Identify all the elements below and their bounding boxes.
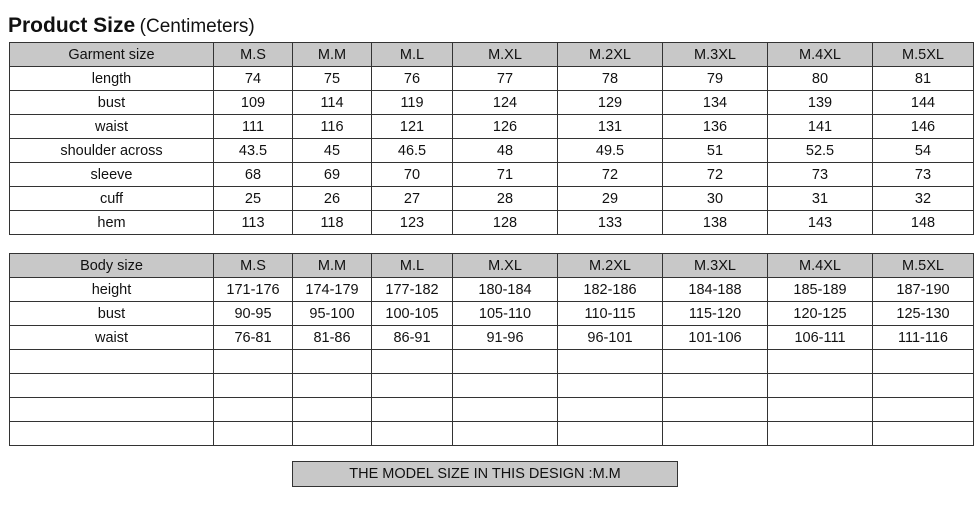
table-cell xyxy=(768,374,873,398)
table-cell: 54 xyxy=(873,139,974,163)
table-cell: 105-110 xyxy=(453,302,558,326)
table-cell: 79 xyxy=(663,67,768,91)
body-header-cell: M.3XL xyxy=(663,254,768,278)
table-cell: 141 xyxy=(768,115,873,139)
body-header-cell: M.4XL xyxy=(768,254,873,278)
body-size-table xyxy=(9,253,974,446)
table-cell xyxy=(453,350,558,374)
table-cell: 76-81 xyxy=(214,326,293,350)
table-cell: 184-188 xyxy=(663,278,768,302)
table-cell: 26 xyxy=(293,187,372,211)
table-cell: 143 xyxy=(768,211,873,235)
garment-header-cell: M.3XL xyxy=(663,43,768,67)
garment-header-cell: M.2XL xyxy=(558,43,663,67)
table-cell xyxy=(663,398,768,422)
garment-header-row xyxy=(10,43,974,67)
table-cell: 70 xyxy=(372,163,453,187)
table-cell: 72 xyxy=(663,163,768,187)
garment-header-cell: M.XL xyxy=(453,43,558,67)
table-cell: 118 xyxy=(293,211,372,235)
table-cell xyxy=(558,374,663,398)
table-cell: 72 xyxy=(558,163,663,187)
table-cell: 30 xyxy=(663,187,768,211)
table-cell: 81-86 xyxy=(293,326,372,350)
table-cell xyxy=(293,422,372,446)
table-cell: 171-176 xyxy=(214,278,293,302)
table-cell: 148 xyxy=(873,211,974,235)
table-cell: 134 xyxy=(663,91,768,115)
table-cell: 144 xyxy=(873,91,974,115)
table-cell xyxy=(873,398,974,422)
garment-header-cell: Garment size xyxy=(10,43,214,67)
table-cell xyxy=(663,422,768,446)
table-cell: height xyxy=(10,278,214,302)
table-cell: 101-106 xyxy=(663,326,768,350)
table-cell: 174-179 xyxy=(293,278,372,302)
table-cell: 139 xyxy=(768,91,873,115)
garment-header-cell: M.L xyxy=(372,43,453,67)
table-cell: 125-130 xyxy=(873,302,974,326)
body-header-cell: M.2XL xyxy=(558,254,663,278)
table-cell xyxy=(372,350,453,374)
table-cell: 78 xyxy=(558,67,663,91)
table-cell xyxy=(10,374,214,398)
table-cell xyxy=(293,350,372,374)
table-cell xyxy=(768,422,873,446)
table-cell: 25 xyxy=(214,187,293,211)
table-cell xyxy=(372,422,453,446)
table-cell: 46.5 xyxy=(372,139,453,163)
body-header-cell: M.S xyxy=(214,254,293,278)
table-row xyxy=(10,350,974,374)
title-unit: (Centimeters) xyxy=(139,16,255,37)
table-row xyxy=(10,115,974,139)
table-cell: bust xyxy=(10,91,214,115)
table-cell: 76 xyxy=(372,67,453,91)
table-cell: 32 xyxy=(873,187,974,211)
table-cell xyxy=(873,422,974,446)
table-cell: sleeve xyxy=(10,163,214,187)
garment-size-table xyxy=(9,42,974,235)
table-cell xyxy=(372,398,453,422)
table-cell: 114 xyxy=(293,91,372,115)
body-header-cell: M.L xyxy=(372,254,453,278)
table-cell xyxy=(453,422,558,446)
table-cell xyxy=(214,398,293,422)
table-row xyxy=(10,139,974,163)
table-cell: 129 xyxy=(558,91,663,115)
table-row xyxy=(10,211,974,235)
table-row xyxy=(10,163,974,187)
title-main: Product Size xyxy=(8,14,136,37)
table-cell xyxy=(214,350,293,374)
table-cell: waist xyxy=(10,115,214,139)
body-header-cell: Body size xyxy=(10,254,214,278)
table-cell: 115-120 xyxy=(663,302,768,326)
table-cell: bust xyxy=(10,302,214,326)
table-cell: 86-91 xyxy=(372,326,453,350)
table-cell xyxy=(558,422,663,446)
garment-header-cell: M.5XL xyxy=(873,43,974,67)
table-cell: 80 xyxy=(768,67,873,91)
table-row xyxy=(10,374,974,398)
table-row xyxy=(10,398,974,422)
table-cell: 29 xyxy=(558,187,663,211)
table-cell: 28 xyxy=(453,187,558,211)
table-cell xyxy=(453,374,558,398)
table-cell: 138 xyxy=(663,211,768,235)
table-row xyxy=(10,91,974,115)
table-cell: 111 xyxy=(214,115,293,139)
table-cell: length xyxy=(10,67,214,91)
table-cell: shoulder across xyxy=(10,139,214,163)
table-cell xyxy=(10,350,214,374)
table-row xyxy=(10,67,974,91)
table-cell: 81 xyxy=(873,67,974,91)
table-cell: 74 xyxy=(214,67,293,91)
body-header-cell: M.M xyxy=(293,254,372,278)
table-cell xyxy=(558,398,663,422)
table-row xyxy=(10,422,974,446)
table-cell: 185-189 xyxy=(768,278,873,302)
table-cell: 49.5 xyxy=(558,139,663,163)
body-header-cell: M.XL xyxy=(453,254,558,278)
table-cell: 121 xyxy=(372,115,453,139)
table-cell: 48 xyxy=(453,139,558,163)
page-title xyxy=(8,14,255,38)
table-cell: 95-100 xyxy=(293,302,372,326)
table-cell: 146 xyxy=(873,115,974,139)
table-cell: 96-101 xyxy=(558,326,663,350)
table-cell: 133 xyxy=(558,211,663,235)
table-cell: 180-184 xyxy=(453,278,558,302)
table-cell: 119 xyxy=(372,91,453,115)
table-cell: 113 xyxy=(214,211,293,235)
table-cell: 91-96 xyxy=(453,326,558,350)
table-cell: 52.5 xyxy=(768,139,873,163)
table-cell: 187-190 xyxy=(873,278,974,302)
table-cell: 182-186 xyxy=(558,278,663,302)
table-cell: 75 xyxy=(293,67,372,91)
table-cell xyxy=(214,422,293,446)
table-cell: 51 xyxy=(663,139,768,163)
table-cell: 126 xyxy=(453,115,558,139)
garment-header-cell: M.S xyxy=(214,43,293,67)
garment-header-cell: M.M xyxy=(293,43,372,67)
table-cell: 124 xyxy=(453,91,558,115)
table-cell: 123 xyxy=(372,211,453,235)
table-cell: hem xyxy=(10,211,214,235)
table-row xyxy=(10,187,974,211)
table-cell: 45 xyxy=(293,139,372,163)
table-cell: 116 xyxy=(293,115,372,139)
table-cell: 100-105 xyxy=(372,302,453,326)
table-cell: 43.5 xyxy=(214,139,293,163)
table-cell xyxy=(768,398,873,422)
table-cell xyxy=(768,350,873,374)
table-cell: 177-182 xyxy=(372,278,453,302)
table-cell xyxy=(663,350,768,374)
table-cell: 68 xyxy=(214,163,293,187)
table-cell xyxy=(558,350,663,374)
table-row xyxy=(10,278,974,302)
garment-header-cell: M.4XL xyxy=(768,43,873,67)
table-cell xyxy=(372,374,453,398)
table-cell xyxy=(10,398,214,422)
body-header-row xyxy=(10,254,974,278)
table-cell xyxy=(293,398,372,422)
table-cell: 73 xyxy=(768,163,873,187)
table-cell: 71 xyxy=(453,163,558,187)
table-cell: waist xyxy=(10,326,214,350)
table-cell: 136 xyxy=(663,115,768,139)
table-row xyxy=(10,326,974,350)
table-cell: 109 xyxy=(214,91,293,115)
table-cell: 110-115 xyxy=(558,302,663,326)
table-cell: 131 xyxy=(558,115,663,139)
table-cell xyxy=(873,374,974,398)
table-cell xyxy=(10,422,214,446)
table-cell: 106-111 xyxy=(768,326,873,350)
table-cell xyxy=(873,350,974,374)
table-cell: 69 xyxy=(293,163,372,187)
table-cell xyxy=(453,398,558,422)
model-size-note: THE MODEL SIZE IN THIS DESIGN :M.M xyxy=(292,461,678,487)
table-cell: 128 xyxy=(453,211,558,235)
table-cell: 77 xyxy=(453,67,558,91)
table-cell xyxy=(293,374,372,398)
body-header-cell: M.5XL xyxy=(873,254,974,278)
table-cell: 73 xyxy=(873,163,974,187)
table-cell xyxy=(663,374,768,398)
table-cell: 31 xyxy=(768,187,873,211)
table-cell: 120-125 xyxy=(768,302,873,326)
table-cell: cuff xyxy=(10,187,214,211)
table-row xyxy=(10,302,974,326)
table-cell: 111-116 xyxy=(873,326,974,350)
table-cell: 27 xyxy=(372,187,453,211)
table-cell: 90-95 xyxy=(214,302,293,326)
table-cell xyxy=(214,374,293,398)
